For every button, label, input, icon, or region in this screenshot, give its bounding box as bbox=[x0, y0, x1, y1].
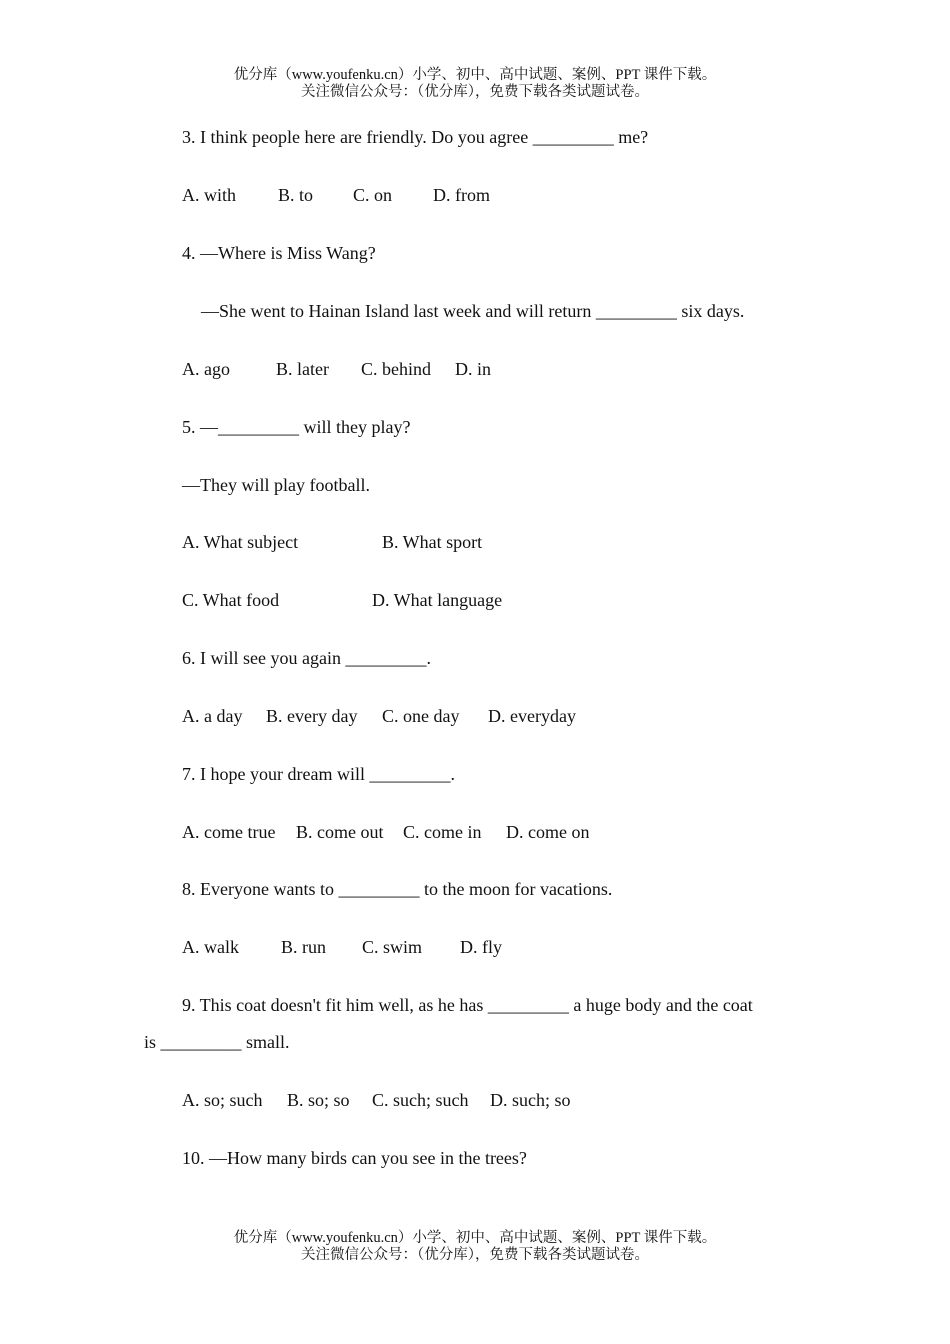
question-4-option-a: A. ago bbox=[182, 359, 230, 379]
question-7-stem: 7. I hope your dream will _________. bbox=[182, 764, 455, 784]
footer-line-2: 关注微信公众号：（优分库），免费下载各类试题试卷。 bbox=[301, 1247, 649, 1263]
question-5-dialog: —They will play football. bbox=[182, 475, 370, 495]
page-footer bbox=[0, 1230, 950, 1264]
question-5-option-c: C. What food bbox=[182, 590, 280, 610]
question-5-option-d: D. What language bbox=[372, 590, 503, 610]
question-3-stem: 3. I think people here are friendly. Do you agree _________ me? bbox=[182, 127, 649, 147]
question-8-option-c: C. swim bbox=[362, 937, 423, 957]
question-9-option-a: A. so; such bbox=[182, 1090, 263, 1110]
question-5-option-b: B. What sport bbox=[382, 532, 483, 552]
question-3-option-d: D. from bbox=[433, 185, 490, 205]
question-3-option-b: B. to bbox=[278, 185, 314, 205]
footer-line-1: 优分库（www.youfenku.cn）小学、初中、高中试题、案例、PPT 课件下载。 bbox=[233, 1230, 717, 1246]
question-8-option-b: B. run bbox=[281, 937, 326, 957]
question-9-stem-line-2: is _________ small. bbox=[144, 1032, 290, 1052]
question-6-option-a: A. a day bbox=[182, 706, 243, 726]
question-5-stem: 5. —_________ will they play? bbox=[182, 417, 411, 437]
question-4-option-c: C. behind bbox=[361, 359, 431, 379]
question-3-option-a: A. with bbox=[182, 185, 236, 205]
question-6-option-c: C. one day bbox=[382, 706, 460, 726]
question-4-stem: 4. —Where is Miss Wang? bbox=[182, 243, 376, 263]
question-6-option-d: D. everyday bbox=[488, 706, 576, 726]
question-9-option-b: B. so; so bbox=[287, 1090, 350, 1110]
question-9-stem-line-1: 9. This coat doesn't fit him well, as he has _________ a huge body and the coat bbox=[182, 995, 753, 1015]
question-7-option-c: C. come in bbox=[403, 822, 482, 842]
question-8-stem: 8. Everyone wants to _________ to the moon for vacations. bbox=[182, 879, 613, 899]
question-10-stem: 10. —How many birds can you see in the trees? bbox=[182, 1148, 527, 1168]
question-4-dialog: —She went to Hainan Island last week and will return _________ six days. bbox=[201, 301, 745, 321]
question-8-option-a: A. walk bbox=[182, 937, 239, 957]
question-7-option-a: A. come true bbox=[182, 822, 276, 842]
question-6-option-b: B. every day bbox=[266, 706, 358, 726]
page-header bbox=[0, 67, 950, 101]
question-9-option-d: D. such; so bbox=[490, 1090, 571, 1110]
header-line-2: 关注微信公众号：（优分库），免费下载各类试题试卷。 bbox=[301, 84, 649, 100]
question-8-option-d: D. fly bbox=[460, 937, 502, 957]
question-5-option-a: A. What subject bbox=[182, 532, 299, 552]
question-9-option-c: C. such; such bbox=[372, 1090, 469, 1110]
question-4-option-d: D. in bbox=[455, 359, 491, 379]
question-7-option-d: D. come on bbox=[506, 822, 590, 842]
question-6-stem: 6. I will see you again _________. bbox=[182, 648, 431, 668]
question-3-option-c: C. on bbox=[353, 185, 393, 205]
question-4-option-b: B. later bbox=[276, 359, 329, 379]
question-7-option-b: B. come out bbox=[296, 822, 384, 842]
header-line-1: 优分库（www.youfenku.cn）小学、初中、高中试题、案例、PPT 课件下载。 bbox=[233, 67, 717, 83]
